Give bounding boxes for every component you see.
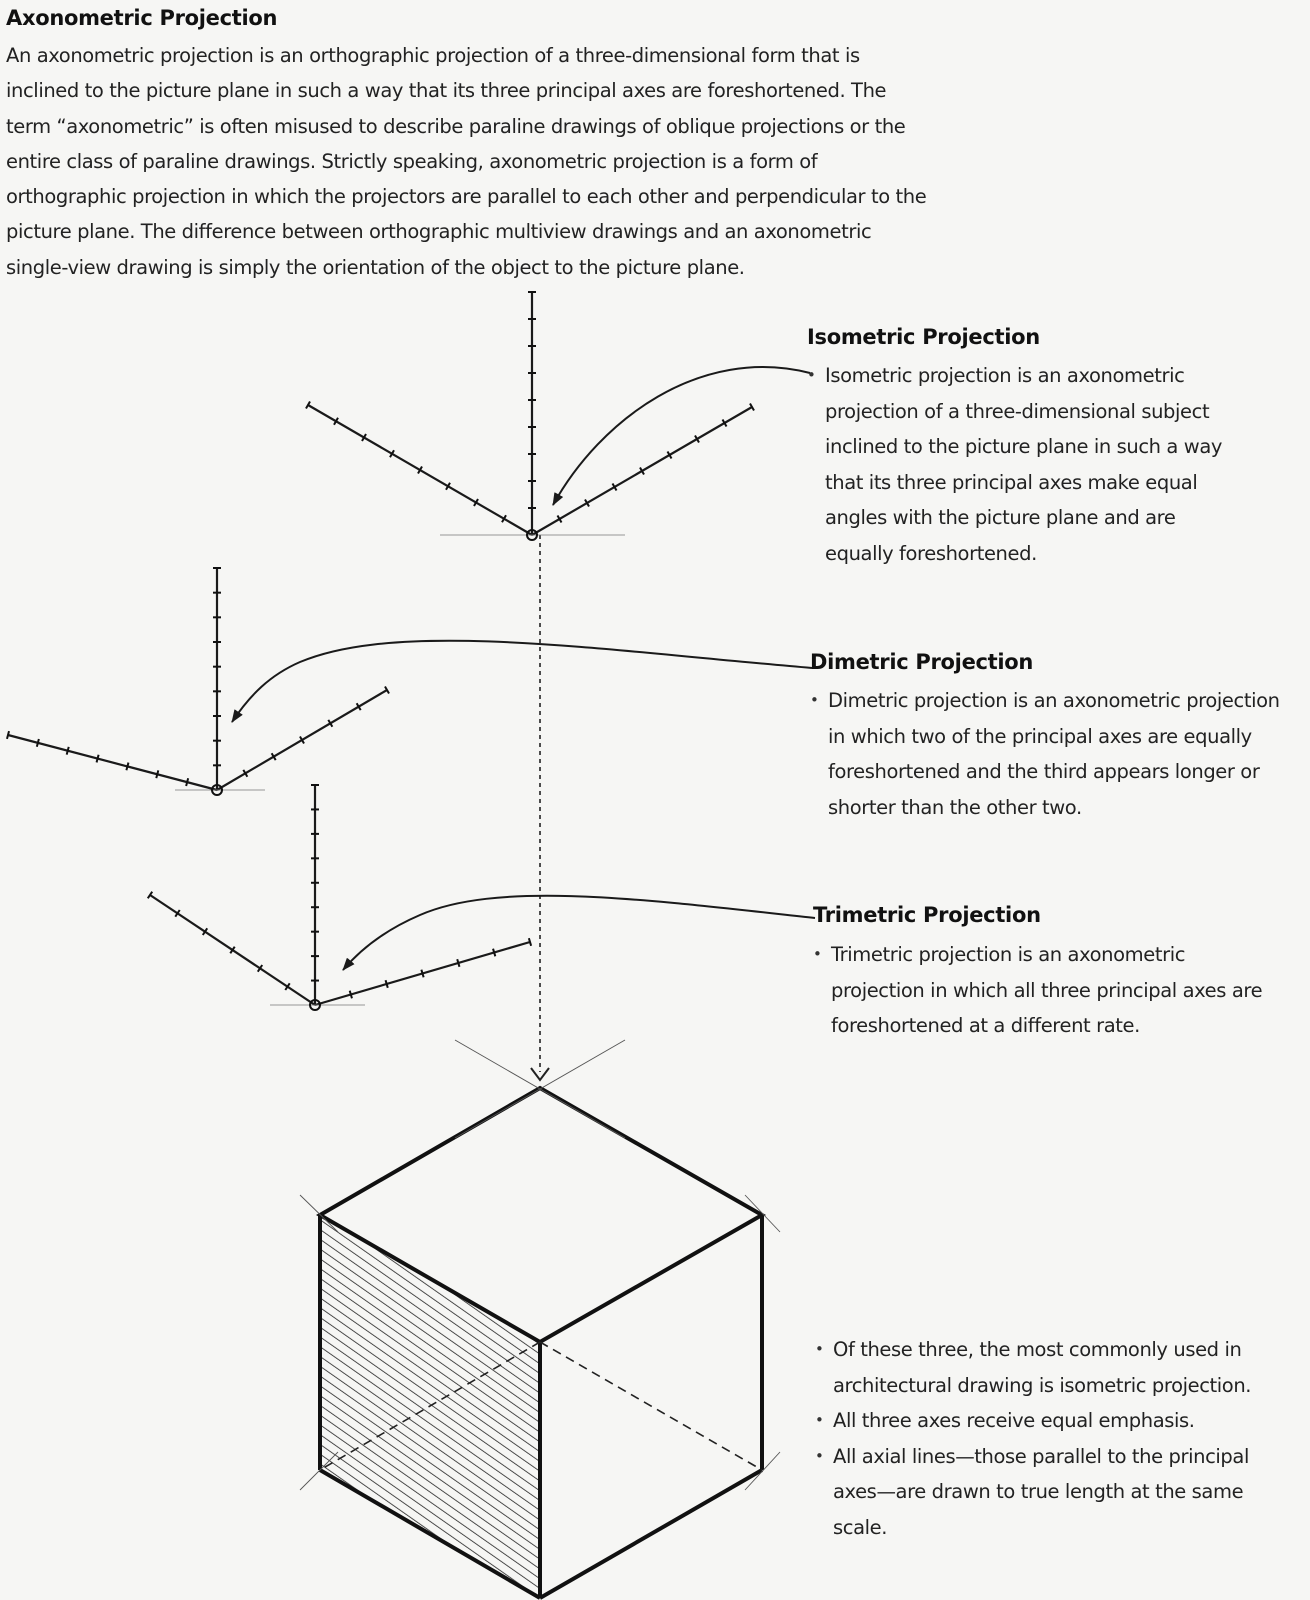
axis-tick (186, 778, 188, 786)
note-item: • Of these three, the most commonly used in architectural drawing is isometric projection. (815, 1332, 1285, 1403)
note-item: • All three axes receive equal emphasis. (815, 1403, 1285, 1439)
dimetric-axes (8, 568, 387, 790)
axis-tick (7, 731, 9, 739)
isometric-arrow (553, 367, 810, 505)
isometric-axes (308, 292, 752, 535)
dimetric-title: Dimetric Projection (810, 650, 1034, 674)
isometric-description (807, 358, 1227, 571)
axis-tick (37, 739, 39, 747)
dimetric-text: • Dimetric projection is an axonometric projection in which two of the principal axes are equally foreshortened and the third appears longer or shorter than the other two. (810, 683, 1280, 825)
trimetric-description (813, 937, 1273, 1044)
dimetric-arrow (232, 641, 812, 722)
summary-notes (815, 1332, 1285, 1545)
axis-tick (97, 755, 99, 763)
axis-tick (67, 747, 69, 755)
dimetric-description (810, 683, 1280, 825)
isometric-title: Isometric Projection (807, 325, 1040, 349)
intro-title: Axonometric Projection (6, 6, 278, 30)
axis-tick (493, 949, 495, 957)
projector-arrow (531, 1068, 549, 1080)
trimetric-title: Trimetric Projection (813, 903, 1041, 927)
isometric-text: • Isometric projection is an axonometric projection of a three-dimensional subject inclined to the picture plane in such a way that its three principal axes make equal angles with the picture plane and are equally foreshortened. (807, 358, 1227, 571)
axis-ticks (7, 292, 754, 998)
axis-tick (421, 970, 423, 978)
isometric-cube (300, 1040, 780, 1598)
intro-body: An axonometric projection is an orthographic projection of a three-dimensional form that is inclined to the picture plane in such a way that its three principal axes are foreshortened. The term “axonometric” is often misused to describe paraline drawings of oblique projections or the entire class of paraline drawings. Strictly speaking, axonometric projection is a form of orthographic projection in which the projectors are parallel to each other and perpendicular to the picture plane. The difference between orthographic multiview drawings and an axonometric single-view drawing is simply the orientation of the object to the picture plane. (6, 44, 927, 279)
trimetric-arrow (343, 896, 815, 970)
axis-tick (386, 980, 388, 988)
note-item: • All axial lines—those parallel to the principal axes—are drawn to true length at the same scale. (815, 1439, 1285, 1546)
axis-tick (529, 938, 531, 946)
axis-tick (350, 991, 352, 999)
trimetric-text: • Trimetric projection is an axonometric projection in which all three principal axes are foreshortened at a different rate. (813, 937, 1273, 1044)
axis-tick (156, 770, 158, 778)
axis-tick (457, 959, 459, 967)
axis-tick (126, 763, 128, 771)
trimetric-axes (150, 785, 530, 1005)
